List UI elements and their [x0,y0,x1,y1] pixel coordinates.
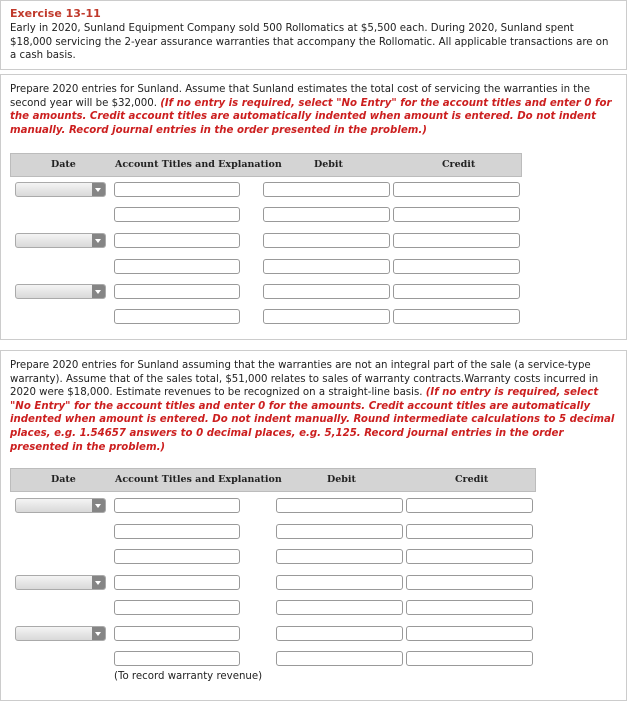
credit-input-9[interactable] [406,549,533,564]
debit-input-8[interactable] [276,524,403,539]
account-input-11[interactable] [114,600,240,615]
exercise-title: Exercise 13-11 [10,7,101,20]
col-date-2: Date [51,474,76,485]
chevron-down-icon [92,627,105,640]
col-credit-2: Credit [455,474,489,485]
journal-header-2 [10,468,536,492]
credit-input-3[interactable] [393,233,520,248]
chevron-down-icon [92,499,105,512]
date-select-5[interactable] [15,575,106,590]
account-input-6[interactable] [114,309,240,324]
col-debit-2: Debit [327,474,356,485]
credit-input-2[interactable] [393,207,520,222]
date-select-2[interactable] [15,233,106,248]
credit-input-12[interactable] [406,626,533,641]
date-select-4[interactable] [15,498,106,513]
exercise-intro: Early in 2020, Sunland Equipment Company sold 500 Rollomatics at $5,500 each. During 2020, Sunland spent $18,000 servicing the 2-year assurance warranties that accompany the Rollomatic. All applicable transactions are on a cash basis. [10,23,609,62]
account-input-9[interactable] [114,549,240,564]
debit-input-7[interactable] [276,498,403,513]
account-input-7[interactable] [114,498,240,513]
part2-instructions: (If no entry is required, select "No Entry" for the account titles and enter 0 for the amounts. Credit account titles are automatically indented when amount is entered. Do not indent manually. Round intermediate calculations to 5 decimal places, e.g. 1.54657 answers to 0 decimal places, e.g. 5,125. Record journal entries in the order presented in the problem.) [10,387,615,453]
account-input-8[interactable] [114,524,240,539]
credit-input-10[interactable] [406,575,533,590]
part1-text [10,83,618,137]
account-input-1[interactable] [114,182,240,197]
account-input-5[interactable] [114,284,240,299]
debit-input-12[interactable] [276,626,403,641]
account-input-2[interactable] [114,207,240,222]
part1-box [0,74,627,340]
exercise-header-box [0,0,627,70]
entry-note: (To record warranty revenue) [114,671,263,682]
account-input-12[interactable] [114,626,240,641]
date-select-6[interactable] [15,626,106,641]
date-select-3[interactable] [15,284,106,299]
credit-input-6[interactable] [393,309,520,324]
credit-input-13[interactable] [406,651,533,666]
credit-input-7[interactable] [406,498,533,513]
credit-input-8[interactable] [406,524,533,539]
account-input-13[interactable] [114,651,240,666]
debit-input-1[interactable] [263,182,390,197]
part1-instructions: (If no entry is required, select "No Entry" for the account titles and enter 0 for the amounts. Credit account titles are automatically indented when amount is entered. Do not indent manually. Record journal entries in the order presented in the problem.) [10,97,612,136]
credit-input-4[interactable] [393,259,520,274]
col-credit-1: Credit [442,159,476,170]
journal-header-1 [10,153,522,177]
account-input-10[interactable] [114,575,240,590]
chevron-down-icon [92,234,105,247]
col-account-2: Account Titles and Explanation [115,474,282,485]
chevron-down-icon [92,285,105,298]
chevron-down-icon [92,576,105,589]
part1-prompt: Prepare 2020 entries for Sunland. Assume that Sunland estimates the total cost of servicing the warranties in the second year will be $32,000. [10,84,591,109]
debit-input-10[interactable] [276,575,403,590]
debit-input-5[interactable] [263,284,390,299]
debit-input-13[interactable] [276,651,403,666]
col-date-1: Date [51,159,76,170]
col-account-1: Account Titles and Explanation [115,159,282,170]
col-debit-1: Debit [314,159,343,170]
account-input-4[interactable] [114,259,240,274]
debit-input-11[interactable] [276,600,403,615]
chevron-down-icon [92,183,105,196]
part2-prompt: Prepare 2020 entries for Sunland assuming that the warranties are not an integral part of the sale (a service-type warranty). Assume that of the sales total, $51,000 relates to sales of warranty contracts.Warranty costs incurred in 2020 were $18,000. Estimate revenues to be recognized on a straight-line basis. [10,360,599,399]
debit-input-4[interactable] [263,259,390,274]
date-select-1[interactable] [15,182,106,197]
debit-input-2[interactable] [263,207,390,222]
part2-box [0,350,627,701]
credit-input-1[interactable] [393,182,520,197]
part2-text [10,359,618,454]
account-input-3[interactable] [114,233,240,248]
credit-input-11[interactable] [406,600,533,615]
debit-input-6[interactable] [263,309,390,324]
debit-input-3[interactable] [263,233,390,248]
debit-input-9[interactable] [276,549,403,564]
credit-input-5[interactable] [393,284,520,299]
